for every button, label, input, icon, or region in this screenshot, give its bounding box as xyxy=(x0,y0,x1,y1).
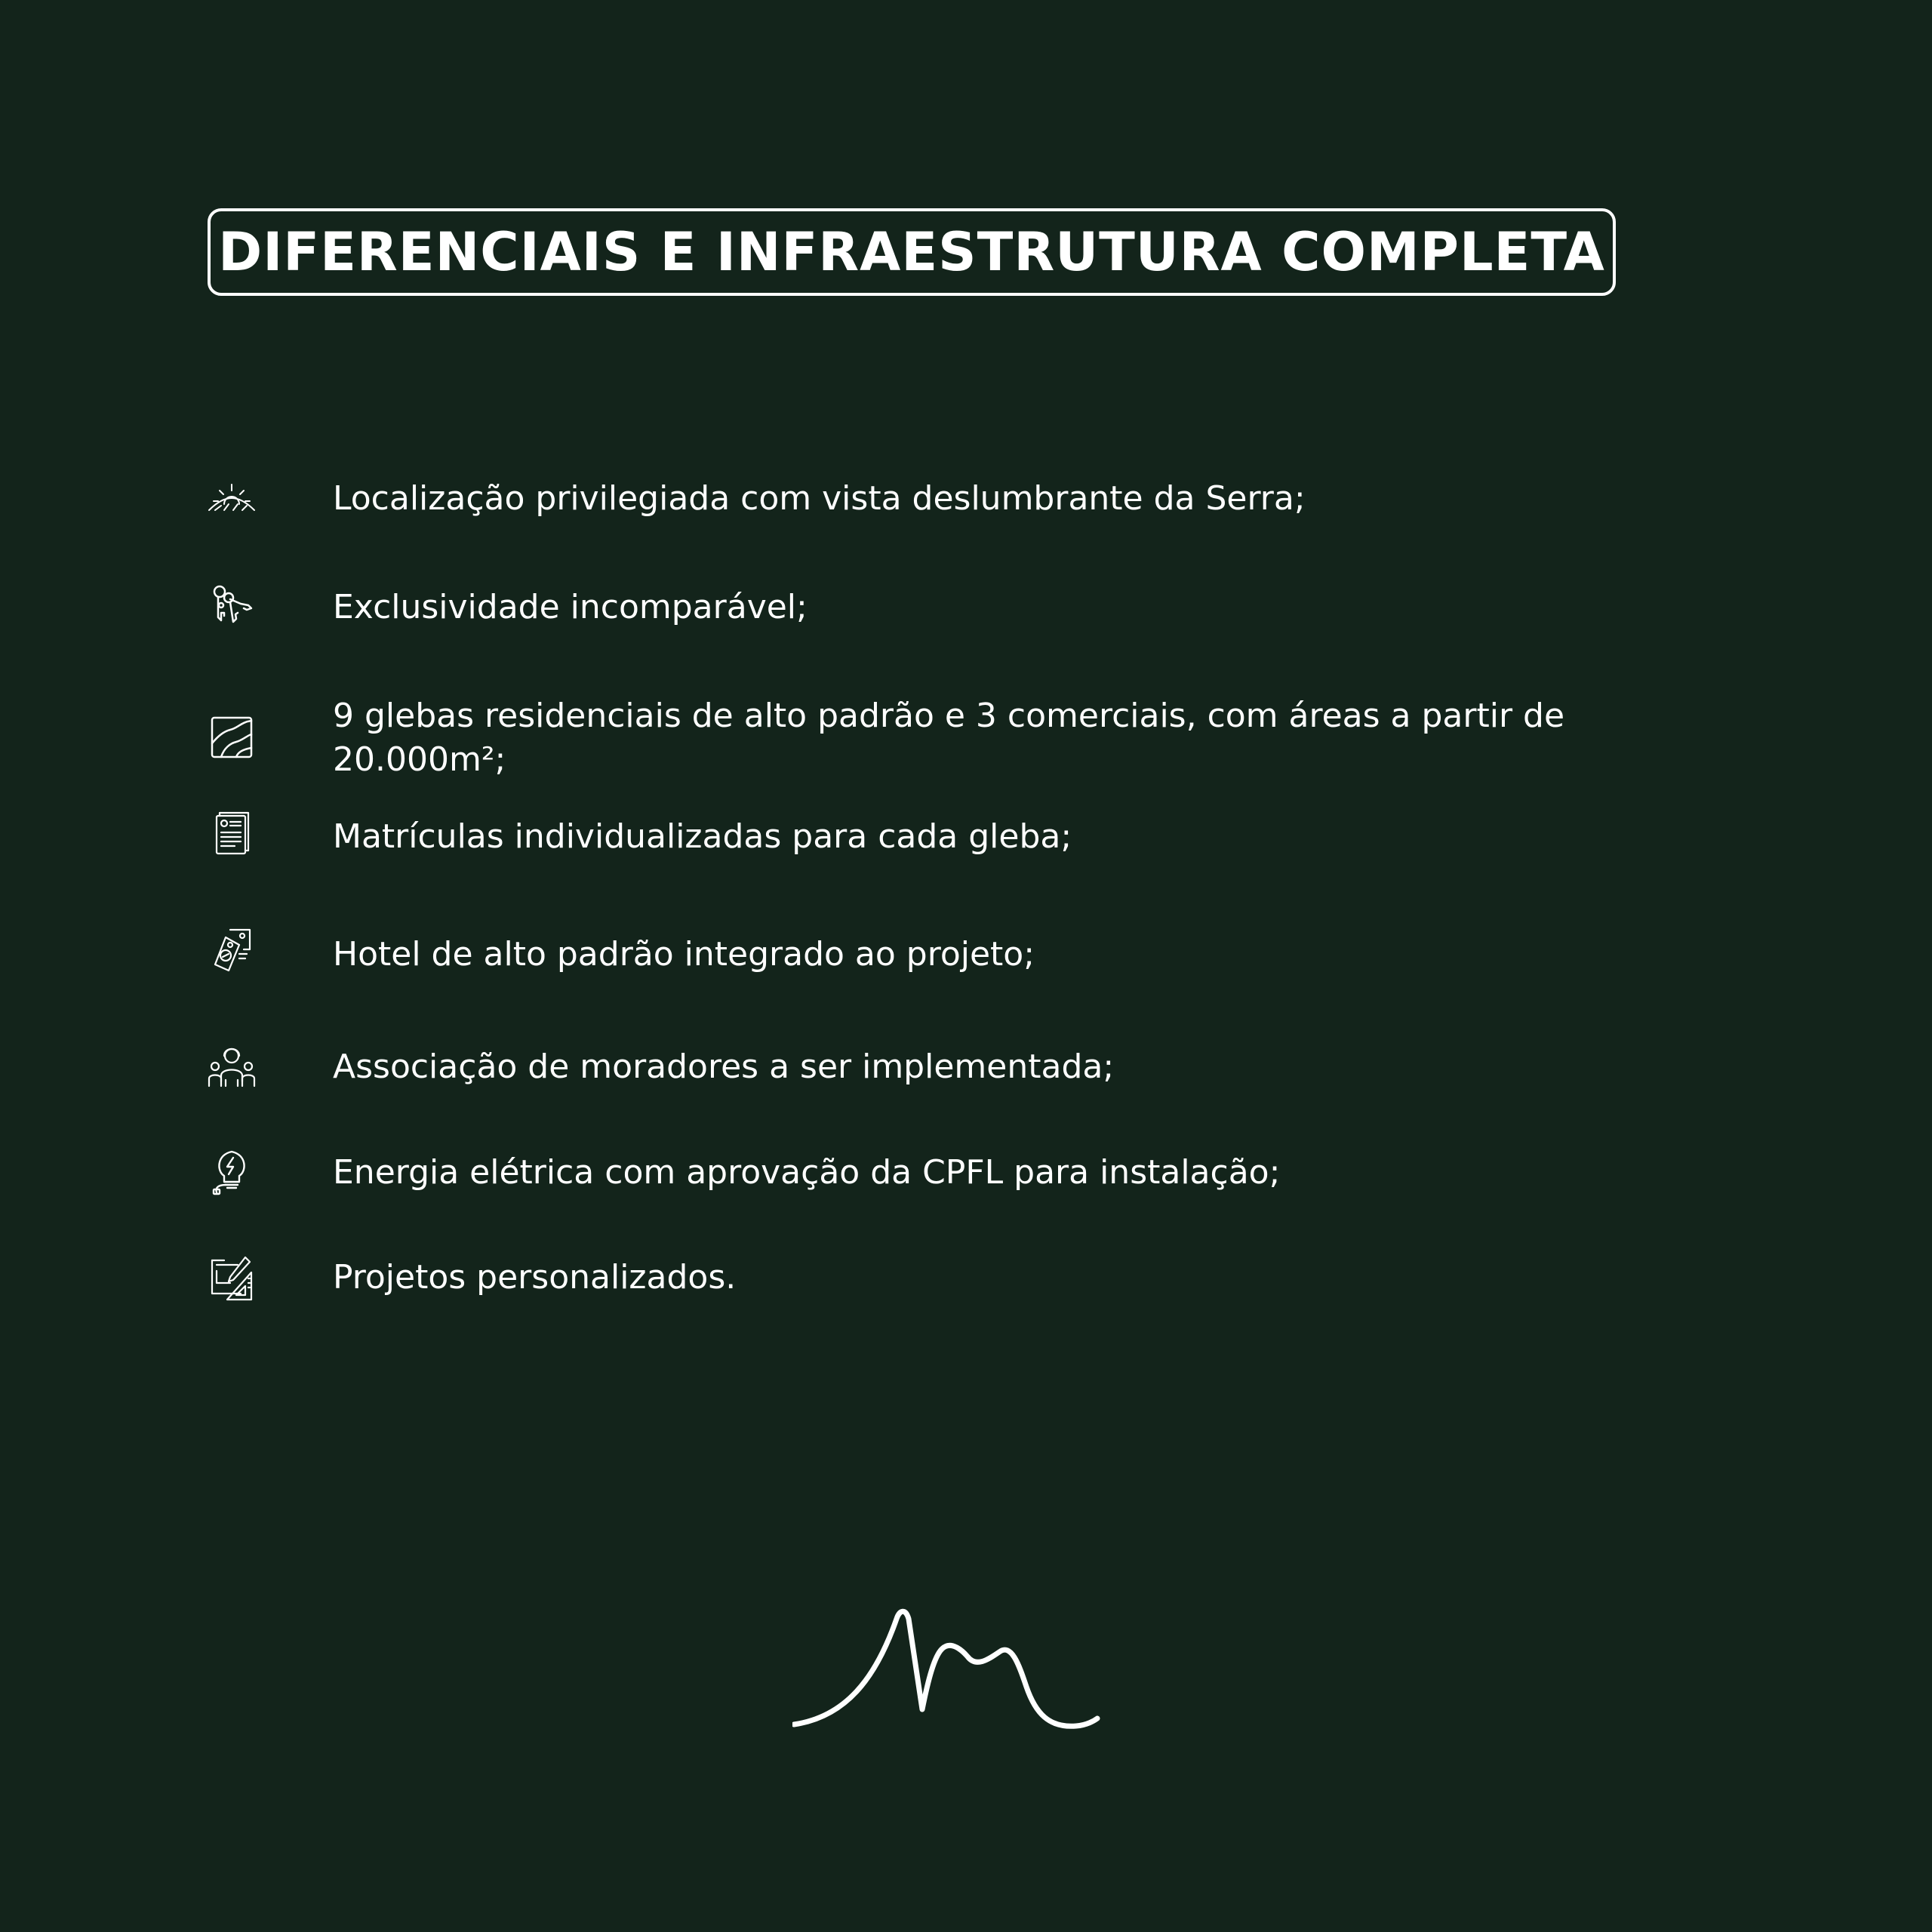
feature-text: Projetos personalizados. xyxy=(333,1258,737,1297)
feature-text: Matrículas individualizadas para cada gleba; xyxy=(333,817,1072,856)
keys-icon xyxy=(208,583,256,631)
page-title: DIFERENCIAIS E INFRAESTRUTURA COMPLETA xyxy=(218,221,1605,283)
feature-text: Associação de moradores a ser implementada; xyxy=(333,1048,1115,1086)
blueprint-icon xyxy=(208,1253,256,1301)
electric-bulb-icon xyxy=(208,1147,256,1195)
feature-text: 9 glebas residenciais de alto padrão e 3 comerciais, com áreas a partir de 20.000m²; xyxy=(333,697,1565,779)
community-people-icon xyxy=(208,1044,256,1092)
feature-text: Localização privilegiada com vista deslumbrante da Serra; xyxy=(333,479,1306,518)
document-icon xyxy=(208,811,256,860)
sunrise-hill-icon xyxy=(208,474,256,522)
feature-text: Exclusividade incomparável; xyxy=(333,588,808,626)
feature-text: Energia elétrica com aprovação da CPFL para instalação; xyxy=(333,1153,1281,1192)
feature-text: Hotel de alto padrão integrado ao projeto; xyxy=(333,935,1035,974)
hotel-key-tag-icon xyxy=(208,927,256,975)
title-banner xyxy=(208,208,1616,296)
land-plot-icon xyxy=(208,713,256,761)
mountain-m-logo-icon xyxy=(792,1604,1140,1743)
